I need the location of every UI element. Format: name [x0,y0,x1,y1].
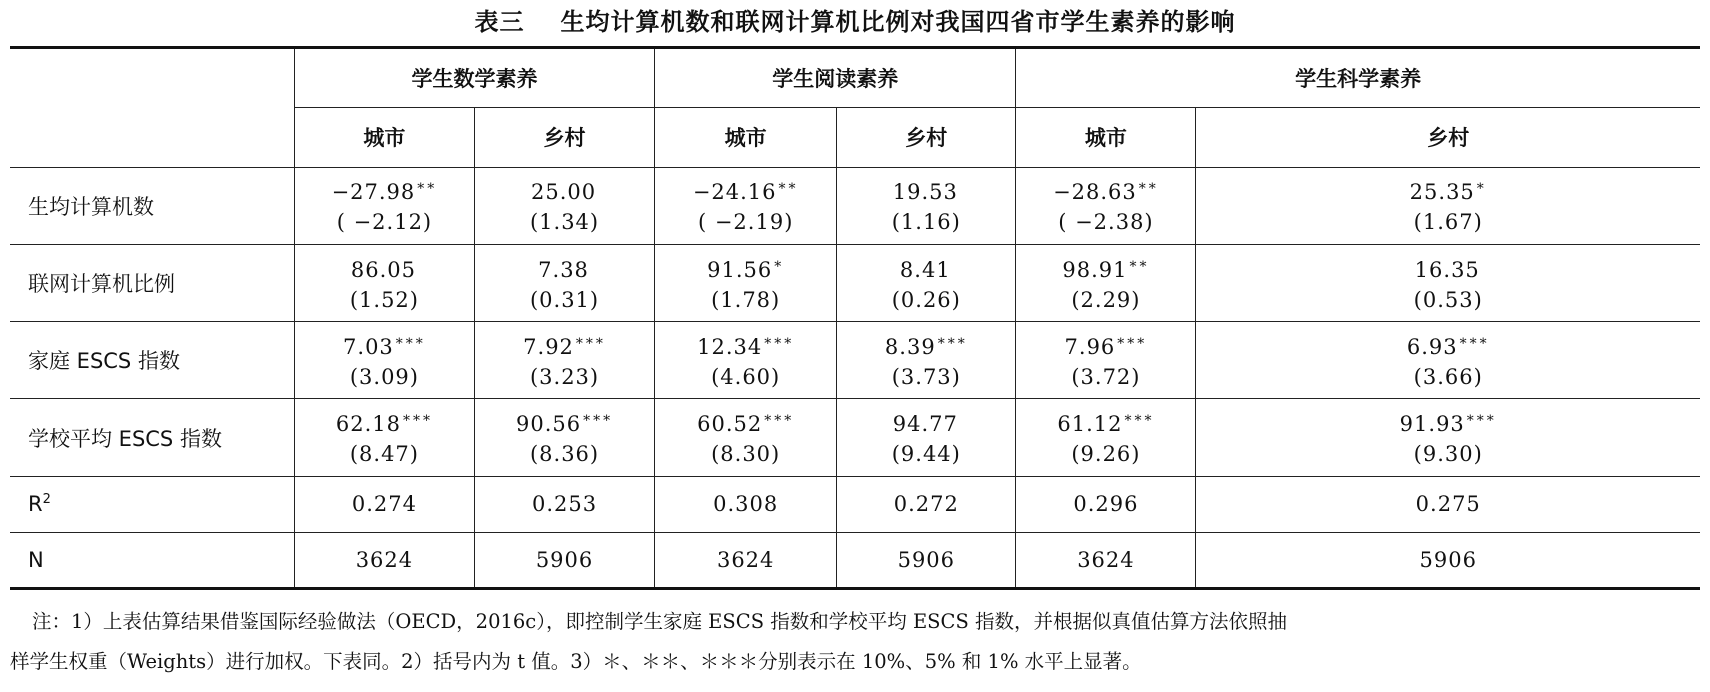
significance-stars: ** [417,181,438,198]
sub-header: 城市 [294,108,474,167]
t-value: (1.78) [711,287,781,312]
coef-value: 90.56 [515,412,582,437]
t-value: ( −2.19) [697,210,794,235]
coef-value: 16.35 [1414,257,1480,282]
r-superscript: 2 [42,492,51,508]
r-squared-value: 0.272 [837,476,1016,532]
r-squared-row [10,476,1700,532]
data-cell [1196,322,1700,399]
table-number: 表三 [474,8,525,36]
t-value: (4.60) [711,364,781,389]
n-value: 3624 [1016,532,1196,588]
r-squared-value: 0.253 [474,476,654,532]
data-cell [474,399,654,476]
table-row [10,244,1700,321]
t-value: (2.29) [1071,287,1141,312]
coef-value: 94.77 [892,412,958,437]
t-value: ( −2.12) [336,210,433,235]
r-label: R [28,492,43,517]
row-label: 家庭 ESCS 指数 [10,322,294,399]
r-squared-value: 0.296 [1016,476,1196,532]
coef-value: −27.98 [331,180,416,205]
coef-value: 86.05 [350,257,416,282]
t-value: (3.73) [891,364,961,389]
sub-header: 乡村 [474,108,654,167]
t-value: (3.09) [349,364,419,389]
data-cell [1016,322,1196,399]
data-cell [294,322,474,399]
n-value: 3624 [655,532,837,588]
row-label: 学校平均 ESCS 指数 [10,399,294,476]
n-value: 5906 [474,532,654,588]
coef-value: 8.41 [899,257,951,282]
data-cell [655,167,837,244]
table-title [0,2,1710,37]
significance-stars: *** [1459,335,1490,352]
data-cell [1016,399,1196,476]
row-label: 生均计算机数 [10,167,294,244]
coef-value: 61.12 [1057,412,1123,437]
r-squared-value: 0.274 [294,476,474,532]
coef-value: −28.63 [1053,180,1137,205]
data-cell [1016,244,1196,321]
coef-value: 7.96 [1064,334,1116,359]
sub-header: 城市 [655,108,837,167]
table-row [10,322,1700,399]
coef-value: 7.03 [343,334,394,359]
table-notes [10,602,1700,682]
group-header: 学生科学素养 [1016,48,1700,108]
sub-header: 乡村 [1196,108,1700,167]
data-cell [474,167,654,244]
data-cell [1196,244,1700,321]
significance-stars: ** [1138,181,1159,198]
data-cell [294,399,474,476]
table-row [10,167,1700,244]
group-header: 学生阅读素养 [655,48,1016,108]
t-value: (1.34) [529,210,600,235]
data-cell [474,244,654,321]
coef-value: 62.18 [335,412,401,437]
coef-value: −24.16 [692,180,777,205]
t-value: ( −2.38) [1058,210,1154,235]
note-line: 注：1）上表估算结果借鉴国际经验做法（OECD，2016c），即控制学生家庭 ESCS 指数和学校平均 ESCS 指数，并根据似真值估算方法依照抽 [32,610,1288,633]
data-cell [837,322,1016,399]
significance-stars: *** [583,413,614,430]
group-header: 学生数学素养 [294,48,654,108]
coef-value: 60.52 [697,412,763,437]
table-row [10,399,1700,476]
t-value: (3.23) [529,364,600,389]
significance-stars: *** [395,335,426,352]
t-value: (8.47) [349,442,419,467]
n-value: 3624 [294,532,474,588]
t-value: (9.30) [1413,442,1483,467]
data-cell [1196,167,1700,244]
r-squared-value: 0.275 [1196,476,1700,532]
corner-cell [10,48,294,168]
table-title-text: 生均计算机数和联网计算机比例对我国四省市学生素养的影响 [560,8,1236,36]
coef-value: 98.91 [1062,257,1128,282]
data-cell [655,322,837,399]
row-label-r-squared [10,476,294,532]
data-cell [294,244,474,321]
significance-stars: * [774,258,785,275]
significance-stars: *** [937,335,968,352]
coef-value: 25.35 [1409,180,1475,205]
significance-stars: *** [1124,413,1155,430]
t-value: (3.72) [1071,364,1141,389]
significance-stars: *** [764,335,795,352]
coef-value: 6.93 [1406,334,1458,359]
significance-stars: ** [778,181,799,198]
coef-value: 19.53 [892,180,958,205]
coef-value: 25.00 [530,180,597,205]
t-value: (9.26) [1071,442,1141,467]
coef-value: 91.56 [707,257,773,282]
significance-stars: *** [1466,413,1497,430]
coef-value: 12.34 [697,334,763,359]
t-value: (1.52) [349,287,419,312]
coef-value: 91.93 [1399,412,1465,437]
data-cell [294,167,474,244]
data-cell [837,167,1016,244]
significance-stars: ** [1129,258,1150,275]
t-value: (0.26) [891,287,961,312]
coef-value: 7.38 [538,257,589,282]
note-line: 样学生权重（Weights）进行加权。下表同。2）括号内为 t 值。3）＊、＊＊、＊＊＊分别表示在 10%、5% 和 1% 水平上显著。 [10,650,1142,673]
data-cell [1016,167,1196,244]
data-cell [655,244,837,321]
row-label-n: N [10,532,294,588]
t-value: (0.53) [1413,287,1483,312]
group-header-row [10,48,1700,108]
data-cell [837,244,1016,321]
significance-stars: *** [575,335,606,352]
t-value: (3.66) [1413,364,1483,389]
t-value: (0.31) [529,287,600,312]
t-value: (9.44) [891,442,961,467]
data-cell [1196,399,1700,476]
t-value: (8.36) [529,442,600,467]
significance-stars: *** [764,413,795,430]
t-value: (8.30) [711,442,781,467]
row-label: 联网计算机比例 [10,244,294,321]
data-cell [837,399,1016,476]
significance-stars: * [1476,181,1487,198]
regression-table [10,46,1700,590]
coef-value: 8.39 [884,334,936,359]
sub-header: 城市 [1016,108,1196,167]
n-value: 5906 [837,532,1016,588]
significance-stars: *** [1117,335,1148,352]
sub-header: 乡村 [837,108,1016,167]
t-value: (1.67) [1413,210,1483,235]
n-row [10,532,1700,588]
r-squared-value: 0.308 [655,476,837,532]
coef-value: 7.92 [523,334,574,359]
data-cell [474,322,654,399]
n-value: 5906 [1196,532,1700,588]
significance-stars: *** [402,413,433,430]
t-value: (1.16) [891,210,961,235]
data-cell [655,399,837,476]
